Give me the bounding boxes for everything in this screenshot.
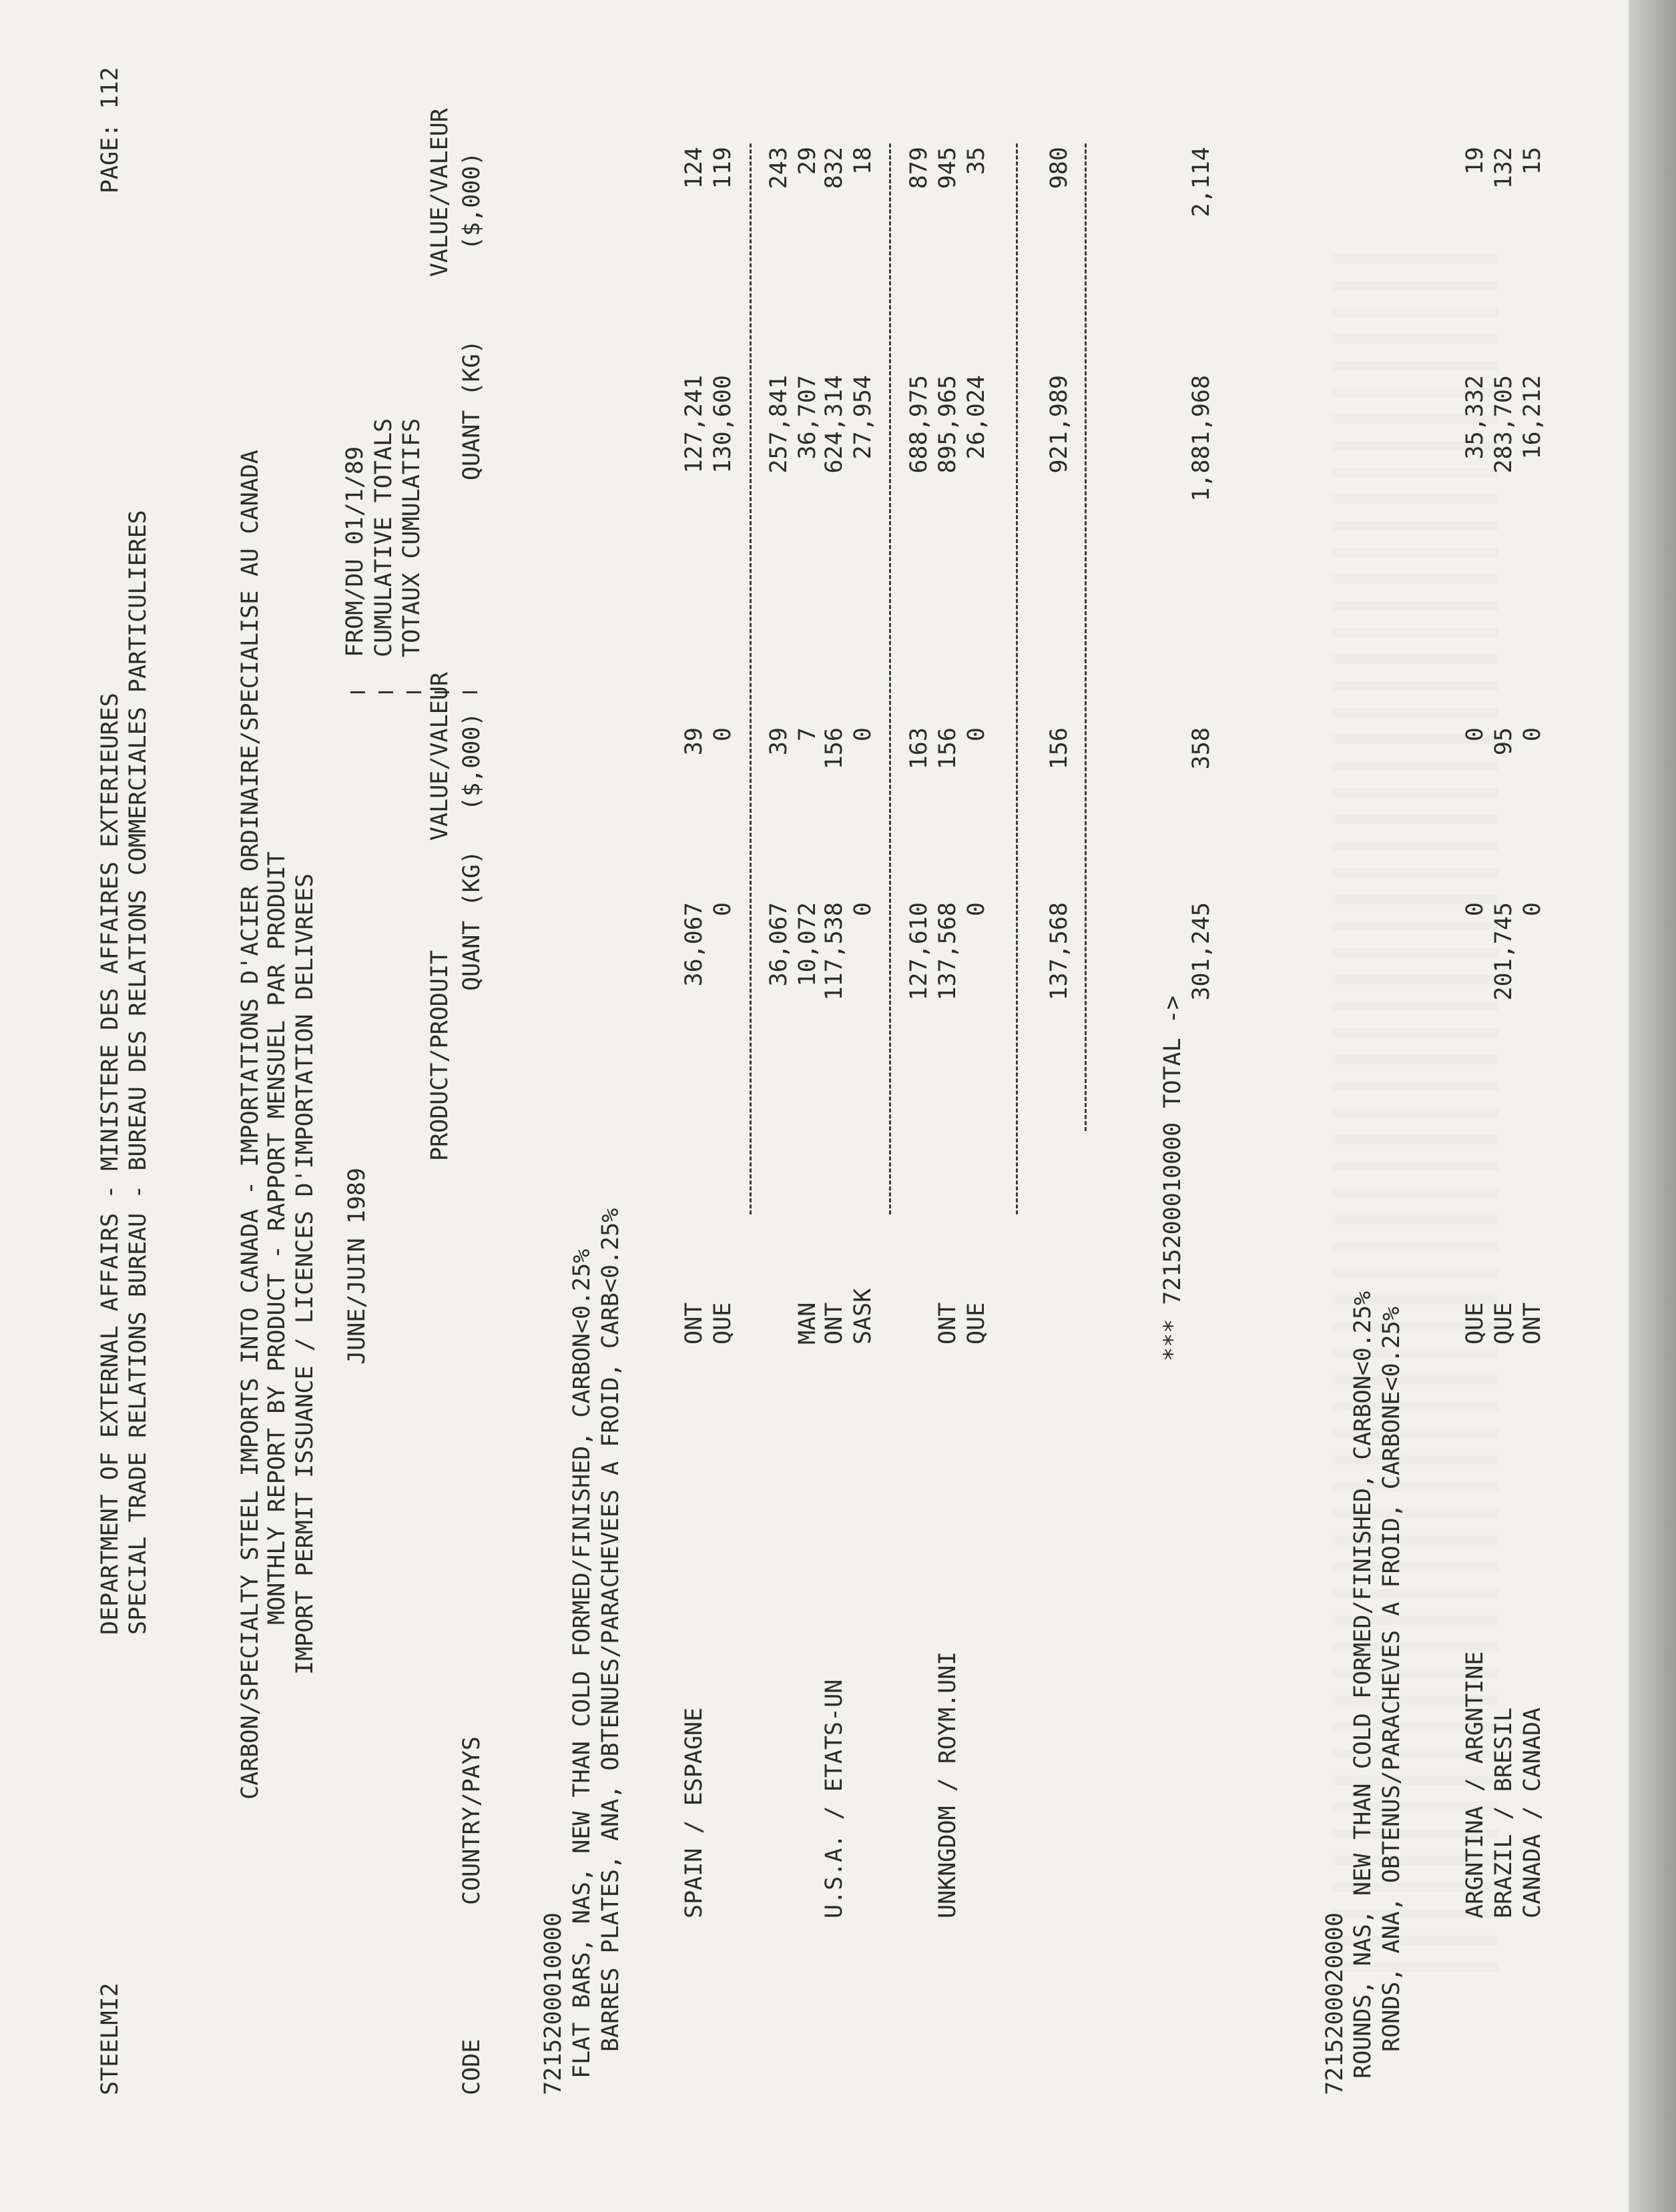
- value-cell: 0: [850, 727, 876, 742]
- value-units-header: ($,000): [459, 712, 485, 811]
- subtotal-value: 39: [766, 727, 792, 756]
- column-separator: [463, 691, 477, 693]
- from-date: FROM/DU 01/1/89: [342, 446, 368, 657]
- total-quant: 301,245: [1188, 902, 1215, 1001]
- report-period: JUNE/JUIN 1989: [344, 1167, 370, 1365]
- country-label: CANADA / CANADA: [1519, 1707, 1546, 1918]
- total-value: 358: [1188, 727, 1215, 770]
- province-code: SASK: [850, 1288, 876, 1345]
- subtotal-quant: 137,568: [1046, 902, 1073, 1001]
- province-code: QUE: [710, 1302, 736, 1345]
- cum-quant-cell: 130,600: [710, 375, 736, 474]
- subtotal-cum-quant: 688,975: [906, 375, 932, 474]
- cum-value-cell: 35: [963, 147, 990, 175]
- department-line: DEPARTMENT OF EXTERNAL AFFAIRS - MINISTERE DES AFFAIRES EXTERIEURES: [97, 693, 123, 1635]
- cum-quant-cell: 16,212: [1519, 375, 1546, 460]
- product-desc-fr: BARRES PLATES, ANA, OBTENUES/PARACHEVEES A FROID, CARB<0.25%: [597, 1208, 624, 2052]
- value-cell: 7: [794, 727, 821, 742]
- province-code: QUE: [963, 1302, 990, 1345]
- quant-cell: 201,745: [1490, 902, 1517, 1001]
- cum-quant-header: QUANT (KG): [459, 340, 485, 480]
- country-label: BRAZIL / BRESIL: [1490, 1707, 1517, 1918]
- cum-value-cell: 19: [1462, 147, 1488, 175]
- value-cell: 0: [963, 727, 990, 742]
- report-title: CARBON/SPECIALTY STEEL IMPORTS INTO CANADA - IMPORTATIONS D'ACIER ORDINAIRE/SPECIALISE AU CANADA: [237, 450, 264, 1800]
- subtotal-quant: 127,610: [906, 902, 932, 1001]
- subtotal-cum-value: 243: [766, 147, 792, 190]
- value-cell: 0: [1519, 727, 1546, 742]
- province-code: ONT: [1519, 1302, 1546, 1345]
- quant-cell: 117,538: [821, 902, 848, 1001]
- subtotal-cum-value: 879: [906, 147, 932, 190]
- product-desc-en: ROUNDS, NAS, NEW THAN COLD FORMED/FINISHED, CARBON<0.25%: [1350, 1291, 1376, 2079]
- quant-cell: 0: [710, 902, 736, 917]
- product-code: 7215200020000: [1322, 1912, 1348, 2095]
- product-header: PRODUCT/PRODUIT: [427, 950, 453, 1161]
- cum-value-cell: 18: [850, 147, 876, 175]
- quant-cell: 0: [963, 902, 990, 917]
- bureau-line: SPECIAL TRADE RELATIONS BUREAU - BUREAU DES RELATIONS COMMERCIALES PARTICULIERES: [125, 510, 152, 1635]
- province-code: MAN: [794, 1302, 821, 1345]
- quant-cell: 36,067: [681, 902, 708, 987]
- cum-quant-cell: 27,954: [850, 375, 876, 460]
- value-cell: 0: [1462, 727, 1488, 742]
- province-code: ONT: [934, 1302, 961, 1345]
- paper-edge: [1629, 0, 1676, 2212]
- cum-value-cell: 945: [934, 147, 961, 190]
- subtotal-value: 156: [1046, 727, 1073, 770]
- product-total-label: *** 7215200010000 TOTAL ->: [1159, 996, 1186, 1361]
- cum-quant-cell: 26,024: [963, 375, 990, 460]
- cum-value-units-header: ($,000): [459, 151, 485, 250]
- province-code: ONT: [821, 1302, 848, 1345]
- column-separator: [378, 691, 393, 693]
- total-cum-quant: 1,881,968: [1188, 375, 1215, 502]
- column-separator: [350, 691, 365, 693]
- cum-quant-cell: 127,241: [681, 375, 708, 474]
- cum-value-cell: 119: [710, 147, 736, 190]
- cum-value-header: VALUE/VALEUR: [427, 108, 453, 277]
- quant-cell: 0: [1519, 902, 1546, 917]
- quant-cell: 0: [1462, 902, 1488, 917]
- cum-quant-cell: 283,705: [1490, 375, 1517, 474]
- quant-cell: 10,072: [794, 902, 821, 987]
- country-label: ARGNTINA / ARGNTINE: [1462, 1651, 1488, 1918]
- page-number: PAGE: 112: [97, 67, 123, 194]
- permit-line: IMPORT PERMIT ISSUANCE / LICENCES D'IMPORTATION DELIVREES: [292, 873, 318, 1675]
- value-cell: 39: [681, 727, 708, 756]
- column-separator: [406, 691, 421, 693]
- quant-cell: 0: [850, 902, 876, 917]
- subtotal-cum-quant: 257,841: [766, 375, 792, 474]
- value-cell: 0: [710, 727, 736, 742]
- cum-quant-cell: 36,707: [794, 375, 821, 460]
- cum-quant-cell: 624,314: [821, 375, 848, 474]
- subtotal-value: 163: [906, 727, 932, 770]
- country-label: U.S.A. / ETATS-UN: [821, 1679, 848, 1918]
- cum-value-cell: 29: [794, 147, 821, 175]
- subtotal-cum-value: 980: [1046, 147, 1073, 190]
- value-cell: 156: [934, 727, 961, 770]
- subtotal-rule: [1016, 143, 1018, 1214]
- total-cum-value: 2,114: [1188, 147, 1215, 218]
- report-id: STEELMI2: [97, 1982, 123, 2095]
- province-code: QUE: [1490, 1302, 1517, 1345]
- value-header: VALUE/VALEUR: [427, 672, 453, 841]
- quant-cell: 137,568: [934, 902, 961, 1001]
- country-header: COUNTRY/PAYS: [459, 1736, 485, 1905]
- product-desc-fr: RONDS, ANA, OBTENUS/PARACHEVES A FROID, CARBONE<0.25%: [1378, 1307, 1405, 2052]
- product-code: 7215200010000: [540, 1912, 567, 2095]
- value-cell: 156: [821, 727, 848, 770]
- total-rule: [1085, 143, 1087, 1131]
- province-code: ONT: [681, 1302, 708, 1345]
- cum-value-cell: 132: [1490, 147, 1517, 190]
- country-label: SPAIN / ESPAGNE: [681, 1707, 708, 1918]
- product-desc-en: FLAT BARS, NAS, NEW THAN COLD FORMED/FINISHED, CARBON<0.25%: [569, 1248, 595, 2079]
- cum-quant-cell: 895,965: [934, 375, 961, 474]
- cum-quant-cell: 35,332: [1462, 375, 1488, 460]
- report-subtitle: MONTHLY REPORT BY PRODUCT - RAPPORT MENSUEL PAR PRODUIT: [264, 851, 290, 1625]
- province-code: QUE: [1462, 1302, 1488, 1345]
- quant-header: QUANT (KG): [459, 850, 485, 991]
- subtotal-rule: [750, 143, 752, 1214]
- country-label: UNKNGDOM / ROYM.UNI: [934, 1651, 961, 1918]
- value-cell: 95: [1490, 727, 1517, 756]
- subtotal-rule: [889, 143, 891, 1214]
- cumulative-en: CUMULATIVE TOTALS: [370, 418, 397, 657]
- cum-value-cell: 15: [1519, 147, 1546, 175]
- cum-value-cell: 832: [821, 147, 848, 190]
- code-header: CODE: [459, 2039, 485, 2095]
- cum-value-cell: 124: [681, 147, 708, 190]
- cumulative-fr: TOTAUX CUMULATIFS: [398, 418, 425, 657]
- subtotal-cum-quant: 921,989: [1046, 375, 1073, 474]
- subtotal-quant: 36,067: [766, 902, 792, 987]
